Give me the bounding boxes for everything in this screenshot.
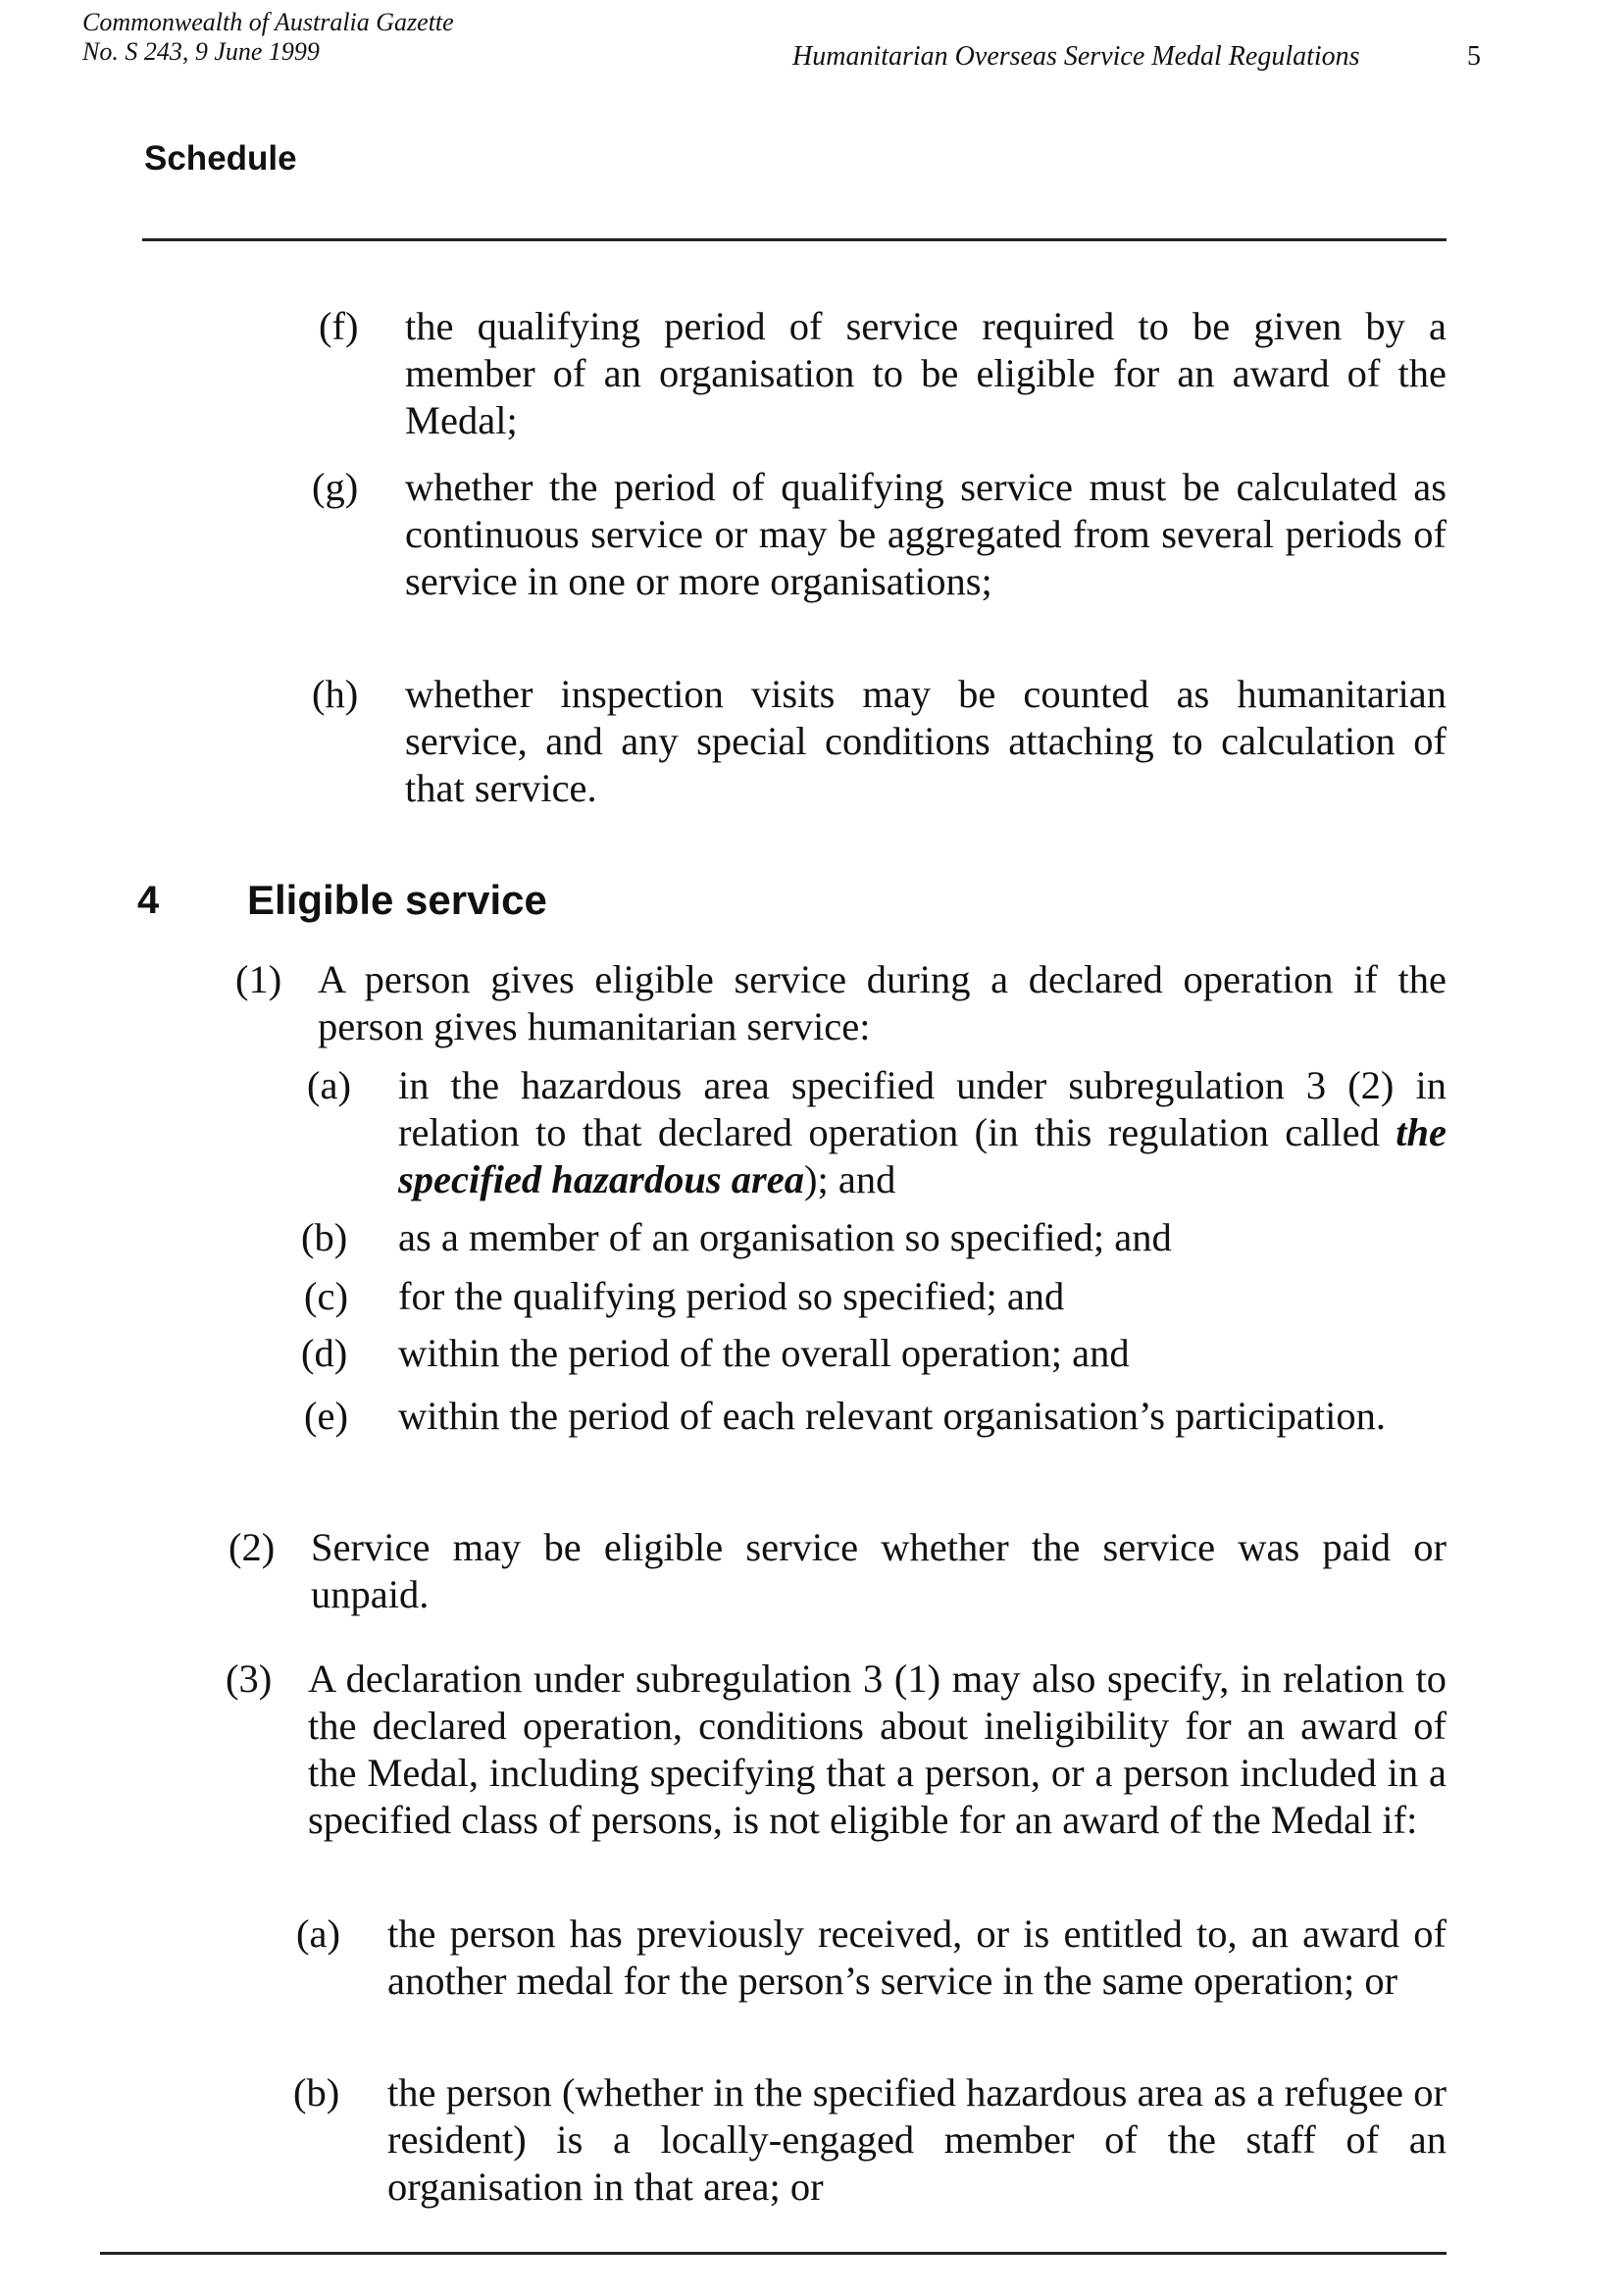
paragraph-label: (a) bbox=[307, 1063, 351, 1107]
schedule-item-g bbox=[312, 464, 1446, 605]
top-rule bbox=[142, 238, 1446, 241]
subregulation-1 bbox=[235, 956, 1446, 1050]
paragraph-label: (b) bbox=[293, 2070, 340, 2115]
paragraph-label: (c) bbox=[304, 1274, 348, 1318]
paragraph-1a bbox=[307, 1062, 1446, 1203]
schedule-item-h bbox=[312, 671, 1446, 812]
subregulation-label: (3) bbox=[226, 1657, 273, 1701]
subregulation-text: A declaration under subregulation 3 (1) may also specify, in relation to the declared operation, conditions about ineligibility for an award of the Medal, including specifying that a person, or a person included in a specified class of persons, is not eligible for an award of the Medal if: bbox=[308, 1657, 1446, 1842]
paragraph-label: (e) bbox=[304, 1394, 348, 1438]
paragraph-text: the person (whether in the specified hazardous area as a refugee or resident) is a locally-engaged member of the staff of an organisation in that area; or bbox=[387, 2070, 1446, 2209]
gazette-title: Commonwealth of Australia Gazette bbox=[82, 8, 454, 36]
paragraph-text: for the qualifying period so specified; and bbox=[398, 1274, 1065, 1318]
item-text: whether inspection visits may be counted as humanitarian service, and any special conditions attaching to calculation of that service. bbox=[405, 672, 1446, 810]
paragraph-3b bbox=[293, 2069, 1446, 2211]
subregulation-label: (2) bbox=[228, 1525, 276, 1569]
item-text: whether the period of qualifying service must be calculated as continuous service or may be aggregated from several periods of service in one or more organisations; bbox=[405, 465, 1446, 603]
subregulation-text: A person gives eligible service during a declared operation if the person gives humanitarian service: bbox=[318, 957, 1446, 1048]
paragraph-text: within the period of the overall operation; and bbox=[398, 1331, 1130, 1375]
paragraph-label: (d) bbox=[301, 1331, 348, 1375]
gazette-issue: No. S 243, 9 June 1999 bbox=[82, 37, 320, 66]
subregulation-text: Service may be eligible service whether the service was paid or unpaid. bbox=[311, 1525, 1446, 1616]
page-number: 5 bbox=[1467, 41, 1481, 72]
paragraph-1b bbox=[301, 1214, 1446, 1261]
paragraph-text: the person has previously received, or is entitled to, an award of another medal for the person’s service in the same operation; or bbox=[387, 1912, 1446, 2003]
paragraph-label: (b) bbox=[301, 1215, 348, 1259]
paragraph-text: as a member of an organisation so specified; and bbox=[398, 1215, 1172, 1259]
gazette-masthead bbox=[82, 8, 454, 67]
paragraph-1c bbox=[304, 1273, 1446, 1320]
regulation-number: 4 bbox=[137, 879, 160, 922]
subregulation-3 bbox=[226, 1656, 1446, 1844]
item-label: (h) bbox=[312, 672, 359, 716]
paragraph-text: within the period of each relevant organisation’s participation. bbox=[398, 1394, 1386, 1438]
paragraph-text: in the hazardous area specified under subregulation 3 (2) in relation to that declared operation (in this regulation called the specified hazardous area); and bbox=[398, 1063, 1446, 1201]
running-title: Humanitarian Overseas Service Medal Regulations bbox=[792, 41, 1360, 72]
paragraph-1e bbox=[304, 1393, 1446, 1440]
subregulation-2 bbox=[228, 1524, 1446, 1618]
paragraph-3a bbox=[296, 1911, 1446, 2005]
regulation-title: Eligible service bbox=[247, 877, 547, 923]
item-label: (g) bbox=[312, 465, 359, 509]
section-label: Schedule bbox=[144, 139, 297, 178]
bottom-rule bbox=[100, 2252, 1446, 2255]
schedule-item-f bbox=[319, 303, 1446, 444]
subregulation-label: (1) bbox=[235, 957, 282, 1001]
paragraph-1d bbox=[301, 1330, 1446, 1377]
defined-term: the specified hazardous area bbox=[398, 1110, 1446, 1201]
paragraph-label: (a) bbox=[296, 1912, 340, 1956]
item-text: the qualifying period of service required to be given by a member of an organisation to be eligible for an award of the Medal; bbox=[405, 304, 1446, 442]
item-label: (f) bbox=[319, 304, 359, 348]
